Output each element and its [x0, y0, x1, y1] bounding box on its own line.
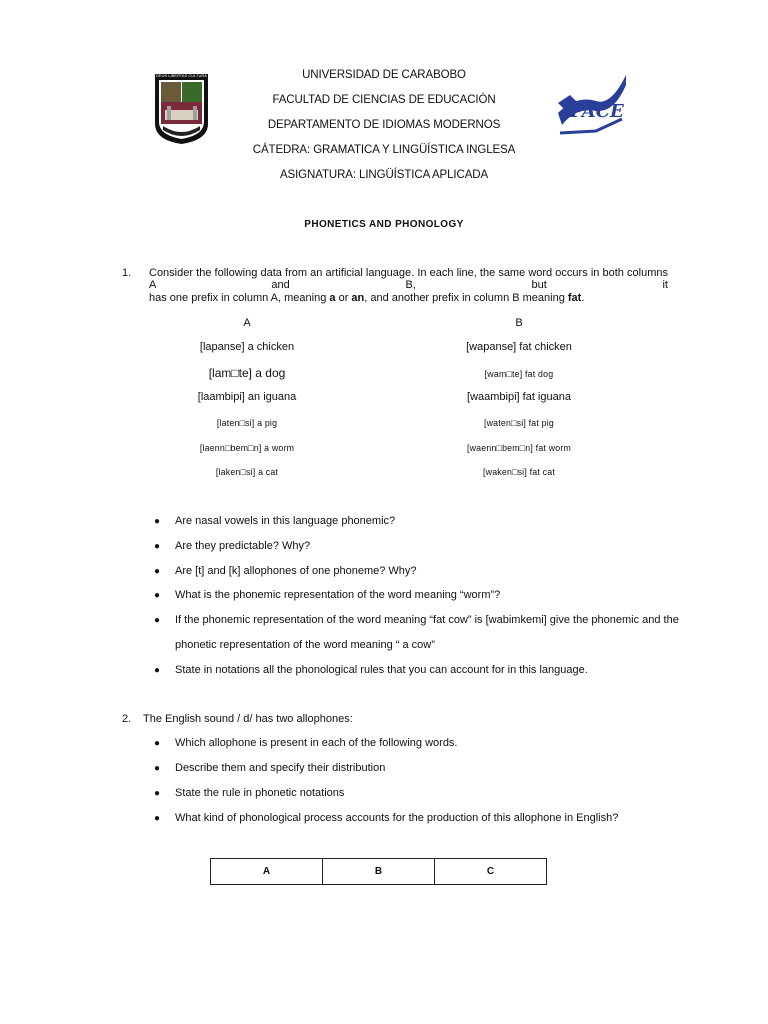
q1-bullet-text: Are [t] and [k] allophones of one phoneme? Why?: [175, 565, 417, 577]
bullet-marker: ●: [154, 541, 161, 552]
abc-table: [210, 858, 547, 885]
q1-line2-fat: fat: [567, 292, 582, 304]
q1-line2-or: or: [335, 292, 352, 304]
question-1-number: 1.: [122, 267, 132, 279]
column-a-item: [laten□si] a pig: [216, 418, 278, 428]
column-b-item: [waken□si] fat cat: [483, 467, 555, 477]
bullet-marker: ●: [154, 566, 161, 577]
column-b-item: [waten□si] fat pig: [483, 418, 555, 428]
bullet-marker: ●: [154, 590, 161, 601]
column-a-item: [lam□te] a dog: [208, 366, 286, 380]
table-header-b: B: [323, 859, 435, 885]
q2-bullet-text: State the rule in phonetic notations: [175, 787, 345, 799]
header-asignatura: ASIGNATURA: LINGÜÍSTICA APLICADA: [279, 169, 489, 181]
question-1-line-2: [149, 292, 679, 304]
header-university: UNIVERSIDAD DE CARABOBO: [302, 69, 466, 81]
column-a-item: [laambipi] an iguana: [197, 391, 297, 403]
q1-bullet-text: What is the phonemic representation of the word meaning “worm”?: [175, 589, 501, 601]
column-a-header: A: [243, 317, 251, 329]
bullet-marker: ●: [154, 763, 161, 774]
column-b-item: [wam□te] fat dog: [484, 369, 554, 379]
bullet-marker: ●: [154, 516, 161, 527]
q1-line2-pre: has one prefix in column A, meaning: [149, 292, 330, 304]
header-catedra: CÁTEDRA: GRAMATICA Y LINGÜÍSTICA INGLESA: [252, 144, 516, 156]
university-seal-logo: [153, 72, 210, 146]
header-department: DEPARTAMENTO DE IDIOMAS MODERNOS: [267, 119, 501, 131]
column-b-item: [waambipi] fat iguana: [467, 391, 571, 403]
column-b-item: [wapanse] fat chicken: [466, 341, 572, 353]
bullet-marker: ●: [154, 615, 161, 626]
q1-line2-mid: , and another prefix in column B meaning: [364, 292, 568, 304]
q1-bullet-text: If the phonemic representation of the word meaning “fat cow” is [wabimkemi] give the phonemic and the: [175, 614, 679, 626]
bullet-marker: ●: [154, 813, 161, 824]
q2-bullet-text: What kind of phonological process accounts for the production of this allophone in English?: [175, 812, 619, 824]
q1-line2-a: a: [329, 292, 336, 304]
column-b-header: B: [515, 317, 523, 329]
bullet-marker: ●: [154, 788, 161, 799]
face-logo-text: FACE: [570, 101, 624, 122]
q1-line2-end: .: [581, 292, 585, 304]
column-a-item: [laenn□bem□n] a worm: [199, 443, 295, 453]
q1-line2-an: an: [351, 292, 365, 304]
bullet-marker: ●: [154, 665, 161, 676]
q1-bullet-text: Are nasal vowels in this language phonemic?: [175, 515, 396, 527]
table-header-c: C: [435, 859, 547, 885]
column-b-item: [waenn□bem□n] fat worm: [466, 443, 571, 453]
question-2-intro: The English sound / d/ has two allophones:: [143, 713, 353, 725]
question-1-line-1: Consider the following data from an artificial language. In each line, the same word occurs in both columns A and B, but it: [149, 267, 668, 291]
bullet-marker: ●: [154, 738, 161, 749]
column-a-item: [lapanse] a chicken: [199, 341, 295, 353]
document-title: PHONETICS AND PHONOLOGY: [304, 219, 464, 230]
q1-bullet-text-continued: phonetic representation of the word meaning “ a cow”: [175, 639, 435, 651]
seal-motto-text: DEUS LIBERTAS CULTURA: [156, 73, 207, 78]
q2-bullet-text: Which allophone is present in each of the following words.: [175, 737, 458, 749]
q2-bullet-text: Describe them and specify their distribution: [175, 762, 386, 774]
header-faculty: FACULTAD DE CIENCIAS DE EDUCACIÓN: [272, 94, 496, 106]
q1-bullet-text: State in notations all the phonological rules that you can account for in this language.: [175, 664, 588, 676]
question-2-number: 2.: [122, 713, 132, 725]
column-a-item: [laken□si] a cat: [215, 467, 279, 477]
table-row: [211, 859, 547, 885]
q1-bullet-text: Are they predictable? Why?: [175, 540, 311, 552]
table-header-a: A: [211, 859, 323, 885]
